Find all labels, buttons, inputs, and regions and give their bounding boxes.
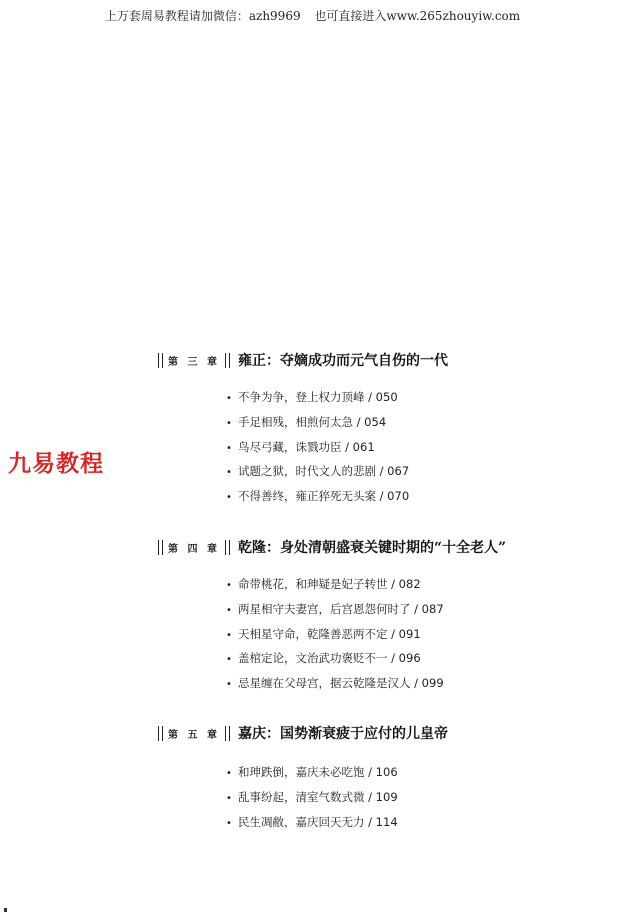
toc-item[interactable]	[226, 385, 409, 410]
chapter-title: 乾隆：身处清朝盛衰关键时期的“十全老人”	[238, 540, 507, 556]
toc-item-text: 盖棺定论，文治武功褒贬不一 / 096	[238, 651, 421, 666]
toc-item-text: 两星相守夫妻宫，后宫恩怨何时了 / 087	[238, 601, 444, 616]
chapter-number: 第 五 章	[168, 729, 220, 741]
bullet-icon: •	[226, 442, 232, 454]
bracket-right-icon	[225, 540, 230, 555]
toc-item[interactable]	[226, 760, 398, 785]
chapter-3	[158, 349, 598, 503]
bracket-left-icon	[158, 726, 163, 741]
toc-item[interactable]	[226, 459, 409, 484]
chapter-heading	[158, 536, 598, 558]
toc-item-text: 命带桃花，和珅疑是妃子转世 / 082	[238, 577, 421, 591]
toc-item-text: 试题之狱，时代文人的悲剧 / 067	[238, 464, 410, 479]
toc-item-text: 不得善终，雍正猝死无头案 / 070	[238, 489, 410, 503]
watermark-logo: 九易教程	[8, 451, 104, 477]
bullet-icon: •	[226, 792, 232, 804]
bracket-left-icon	[158, 353, 163, 368]
toc-item[interactable]	[226, 597, 444, 622]
toc-item-text: 乱事纷起，清室气数式微 / 109	[238, 789, 398, 804]
toc-list	[226, 572, 444, 696]
bullet-icon: •	[226, 492, 232, 503]
toc-item[interactable]	[226, 671, 444, 696]
bracket-right-icon	[225, 353, 230, 368]
toc-item-text: 不争为争，登上权力顶峰 / 050	[238, 390, 398, 404]
toc-list	[226, 760, 398, 834]
toc-item-text: 鸟尽弓藏，诛戮功臣 / 061	[238, 439, 375, 454]
bullet-icon: •	[226, 629, 232, 641]
chapter-title: 雍正：夺嫡成功而元气自伤的一代	[238, 353, 448, 369]
chapter-badge	[158, 726, 238, 741]
chapter-badge	[158, 353, 238, 368]
bullet-icon: •	[226, 467, 232, 479]
chapter-title: 嘉庆：国势渐衰疲于应付的儿皇帝	[238, 726, 448, 742]
chapter-badge	[158, 540, 238, 555]
toc-item[interactable]	[226, 646, 444, 671]
chapter-5	[158, 722, 598, 829]
chapter-4	[158, 536, 598, 690]
header-wechat-text: 上万套周易教程请加微信：azh9969	[104, 9, 301, 23]
scan-mark	[4, 908, 7, 912]
bullet-icon: •	[226, 580, 232, 591]
toc-item[interactable]	[226, 622, 444, 647]
bullet-icon: •	[226, 679, 232, 690]
bracket-right-icon	[225, 726, 230, 741]
toc-item-text: 天相星守命，乾隆善恶两不定 / 091	[238, 626, 421, 641]
chapter-heading	[158, 349, 598, 371]
toc-item-text: 忌星缠在父母宫，据云乾隆是汉人 / 099	[238, 676, 444, 690]
bullet-icon: •	[226, 654, 232, 666]
toc-item[interactable]	[226, 785, 398, 810]
bullet-icon: •	[226, 604, 232, 616]
bullet-icon: •	[226, 417, 232, 429]
bullet-icon: •	[226, 768, 232, 779]
bullet-icon: •	[226, 393, 232, 404]
chapter-number: 第 三 章	[168, 356, 220, 368]
bullet-icon: •	[226, 817, 232, 829]
toc-item[interactable]	[226, 810, 398, 835]
chapter-number: 第 四 章	[168, 543, 220, 555]
toc-item[interactable]	[226, 435, 409, 460]
toc-item-text: 民生凋敝，嘉庆回天无力 / 114	[238, 814, 398, 829]
header-website-text: 也可直接进入www.265zhouyiw.com	[314, 9, 521, 23]
toc-item[interactable]	[226, 572, 444, 597]
page-header	[0, 7, 625, 24]
bracket-left-icon	[158, 540, 163, 555]
toc-item-text: 手足相残，相煎何太急 / 054	[238, 414, 387, 429]
toc-list	[226, 385, 409, 509]
toc-item-text: 和珅跌倒，嘉庆未必吃饱 / 106	[238, 765, 398, 779]
chapter-heading	[158, 722, 598, 744]
toc-item[interactable]	[226, 484, 409, 509]
toc-item[interactable]	[226, 410, 409, 435]
